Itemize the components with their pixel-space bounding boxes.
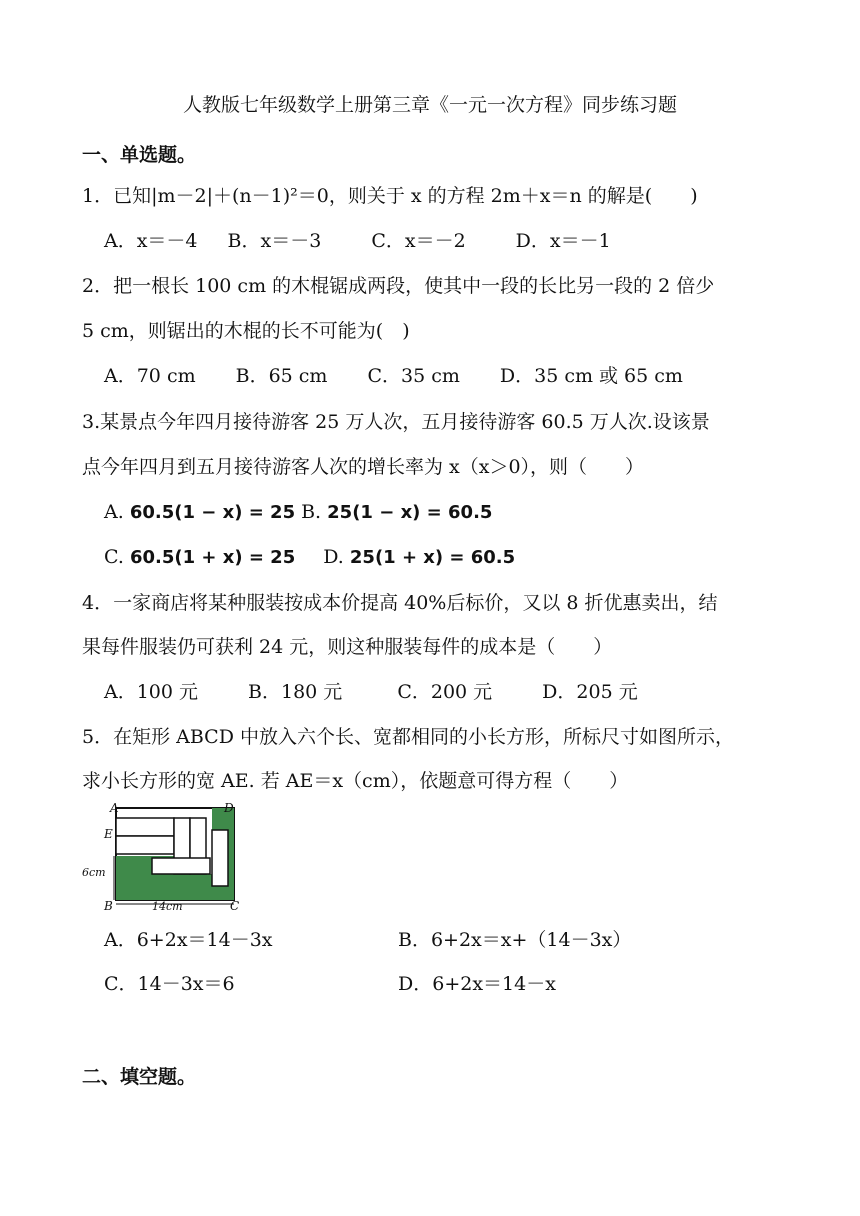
question-3-options-row-2 [104, 543, 515, 572]
q3-option-a-equation: 60.5(1 − x) = 25 [129, 502, 296, 523]
question-2-line-2: 5 cm，则锯出的木棍的长不可能为( ) [82, 320, 410, 342]
rectangle-abcd-figure [80, 800, 250, 912]
q4-option-d[interactable]: D．205 元 [542, 681, 638, 703]
q3-option-d[interactable]: D. 25(1 + x) = 60.5 [323, 546, 516, 568]
question-3-line-2: 点今年四月到五月接待游客人次的增长率为 x（x＞0），则（ ） [82, 456, 645, 478]
question-1-options [104, 227, 611, 255]
q3-option-d-equation: 25(1 + x) = 60.5 [349, 547, 516, 568]
question-5-line-1: 5．在矩形 ABCD 中放入六个长、宽都相同的小长方形，所标尺寸如图所示， [82, 726, 734, 748]
q1-option-a[interactable]: A．x＝－4 [104, 230, 198, 252]
question-4-line-1: 4．一家商店将某种服装按成本价提高 40%后标价，又以 8 折优惠卖出，结 [82, 592, 718, 614]
q1-option-c[interactable]: C．x＝－2 [371, 230, 466, 252]
q4-option-a[interactable]: A．100 元 [104, 681, 199, 703]
label-b: B [104, 899, 113, 912]
question-2-options [104, 362, 683, 390]
q4-option-c[interactable]: C．200 元 [397, 681, 493, 703]
question-3-options-row-1 [104, 498, 492, 527]
q5-option-d[interactable]: D．6+2x＝14－x [398, 973, 556, 995]
small-rect-5 [152, 858, 210, 874]
q5-option-c[interactable]: C．14－3x＝6 [104, 973, 235, 995]
question-4-options [104, 678, 638, 706]
small-rect-1 [116, 818, 174, 836]
q2-option-c[interactable]: C．35 cm [367, 365, 460, 387]
q5-option-a[interactable]: A．6+2x＝14－3x [104, 929, 273, 951]
question-3-line-1: 3.某景点今年四月接待游客 25 万人次，五月接待游客 60.5 万人次.设该景 [82, 411, 710, 433]
section-heading-fill-blank: 二、填空题。 [82, 1066, 197, 1088]
q3-option-c[interactable]: C. 60.5(1 + x) = 25 [104, 546, 296, 568]
label-d: D [224, 801, 234, 815]
q2-option-d[interactable]: D．35 cm 或 65 cm [499, 365, 683, 387]
q3-option-a[interactable]: A. 60.5(1 − x) = 25 [104, 501, 296, 523]
small-rect-6 [212, 830, 228, 886]
q2-option-a[interactable]: A．70 cm [104, 365, 196, 387]
q1-option-b[interactable]: B．x＝－3 [227, 230, 322, 252]
question-2-line-1: 2．把一根长 100 cm 的木棍锯成两段，使其中一段的长比另一段的 2 倍少 [82, 275, 715, 297]
question-1-text: 1．已知|m－2|＋(n－1)²＝0，则关于 x 的方程 2m＋x＝n 的解是( ) [82, 185, 698, 207]
q3-option-b[interactable]: B. 25(1 − x) = 60.5 [301, 501, 493, 523]
question-5-line-2: 求小长方形的宽 AE. 若 AE＝x（cm），依题意可得方程（ ） [82, 770, 629, 792]
label-6cm: 6cm [82, 866, 106, 879]
label-c: C [230, 899, 240, 912]
q3-option-b-equation: 25(1 − x) = 60.5 [327, 502, 493, 523]
q1-option-d[interactable]: D．x＝－1 [515, 230, 611, 252]
q2-option-b[interactable]: B．65 cm [235, 365, 328, 387]
small-rect-2 [116, 836, 174, 854]
label-14cm: 14cm [152, 900, 183, 912]
q4-option-b[interactable]: B．180 元 [248, 681, 343, 703]
label-a: A [110, 801, 119, 815]
label-e: E [104, 827, 113, 841]
question-4-line-2: 果每件服装仍可获利 24 元，则这种服装每件的成本是（ ） [82, 636, 613, 658]
q3-option-c-equation: 60.5(1 + x) = 25 [129, 547, 296, 568]
section-heading-single-choice: 一、单选题。 [82, 144, 197, 166]
shaded-region-right [228, 808, 234, 900]
q5-option-b[interactable]: B．6+2x＝x+（14－3x） [398, 929, 632, 951]
page-title: 人教版七年级数学上册第三章《一元一次方程》同步练习题 [182, 94, 677, 116]
